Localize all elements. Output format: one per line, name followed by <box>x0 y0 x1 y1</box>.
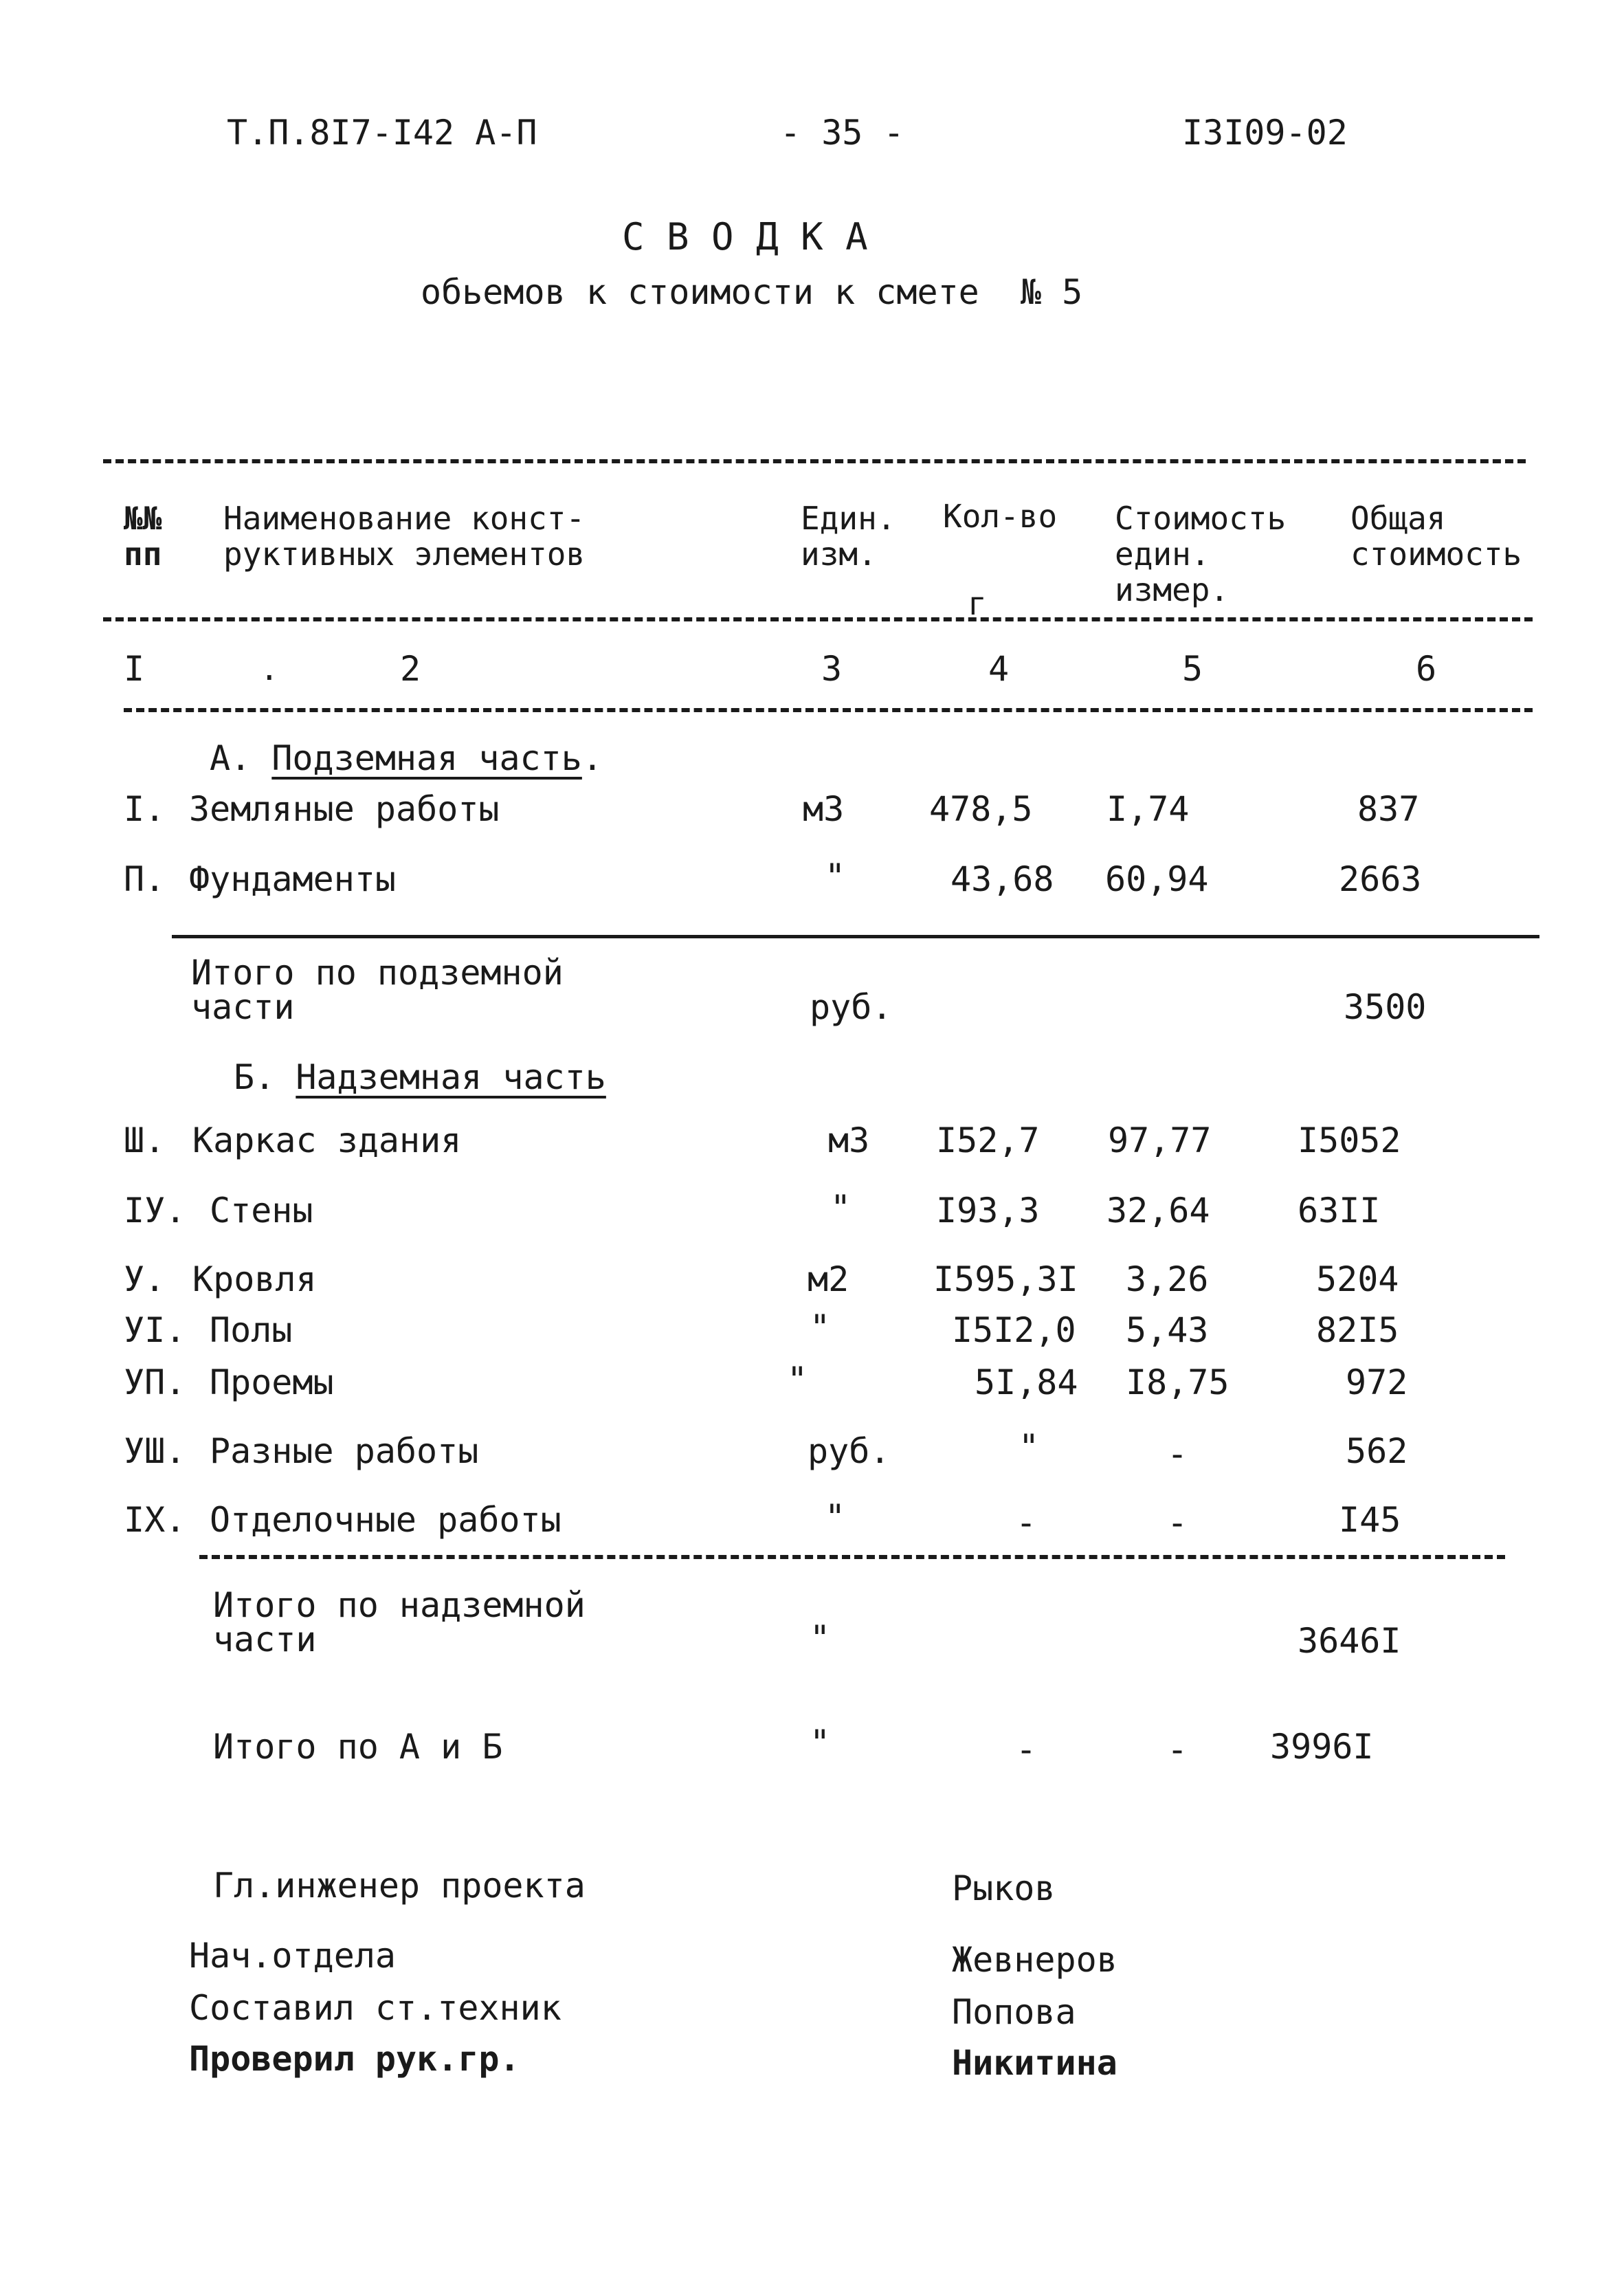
signature-role: Составил ст.техник <box>189 1988 561 2028</box>
signature-name: Рыков <box>952 1868 1056 1908</box>
row-name: Земляные работы <box>189 789 500 829</box>
row-name: Проемы <box>210 1362 334 1402</box>
section-a-heading: А. Подземная часть. <box>210 738 603 778</box>
row-num: IX. <box>124 1500 186 1540</box>
subtotal-unit: " <box>810 1618 831 1658</box>
subtotal-label: Итого по надземной части <box>213 1585 586 1659</box>
row-unit-cost: 5,43 <box>1126 1310 1209 1350</box>
col-header-name: Наименование конст- руктивных элементов <box>223 500 586 573</box>
row-qty: I93,3 <box>936 1191 1040 1230</box>
row-name: Кровля <box>192 1259 317 1299</box>
row-unit-cost: - <box>1167 1503 1188 1543</box>
row-unit-cost: 32,64 <box>1106 1191 1210 1230</box>
row-unit-cost: - <box>1167 1434 1188 1474</box>
row-unit-cost: 97,77 <box>1108 1121 1212 1160</box>
row-name: Отделочные работы <box>210 1500 561 1540</box>
row-total: I45 <box>1339 1500 1401 1540</box>
row-name: Фундаменты <box>189 859 397 899</box>
col-header-qty-sub: г <box>968 585 987 622</box>
col-header-num: №№ пп <box>124 500 162 573</box>
row-qty: 478,5 <box>929 789 1033 829</box>
row-total: 82I5 <box>1316 1310 1399 1350</box>
row-unit-cost: 3,26 <box>1126 1259 1209 1299</box>
project-number: I3I09-02 <box>1182 113 1348 153</box>
grand-total-unit: " <box>810 1723 831 1763</box>
row-num: IУ. <box>124 1191 186 1230</box>
row-qty: I595,3I <box>933 1259 1078 1299</box>
row-total: 5204 <box>1316 1259 1399 1299</box>
document-title: С В О Д К А <box>622 215 868 258</box>
row-total: 972 <box>1346 1362 1408 1402</box>
grand-total-unit-cost: - <box>1167 1730 1188 1769</box>
row-num: Ш. <box>124 1121 166 1160</box>
grand-total-qty: - <box>1016 1730 1037 1769</box>
row-qty: - <box>1016 1503 1037 1543</box>
table-top-rule <box>103 459 1526 463</box>
row-total: I5052 <box>1298 1121 1401 1160</box>
page-number: - 35 - <box>780 113 904 153</box>
row-unit-cost: 60,94 <box>1105 859 1209 899</box>
subtotal-total: 3500 <box>1344 987 1427 1027</box>
row-unit: " <box>830 1188 852 1228</box>
header-rule <box>103 617 1533 621</box>
signature-name: Никитина <box>952 2043 1117 2083</box>
col-header-qty: Кол-во <box>943 498 1058 535</box>
row-unit: " <box>787 1360 808 1400</box>
row-unit: " <box>825 1497 846 1537</box>
row-num: У. <box>124 1259 166 1299</box>
row-unit-cost: I8,75 <box>1126 1362 1230 1402</box>
row-num: УI. <box>124 1310 186 1350</box>
row-name: Стены <box>210 1191 313 1230</box>
col-header-unit-cost: Стоимость един. измер. <box>1115 500 1287 608</box>
subtotal-label: Итого по подземной части <box>191 953 564 1027</box>
col-number-mark: . <box>260 650 279 687</box>
col-number-3: 3 <box>821 649 843 689</box>
row-name: Разные работы <box>210 1431 479 1471</box>
row-name: Каркас здания <box>192 1121 462 1160</box>
row-name: Полы <box>210 1310 293 1350</box>
row-total: 2663 <box>1339 859 1422 899</box>
document-code: Т.П.8I7-I42 А-П <box>227 113 537 153</box>
row-qty: 43,68 <box>950 859 1054 899</box>
col-number-rule <box>124 708 1533 712</box>
row-unit: руб. <box>808 1431 891 1471</box>
signature-name: Жевнеров <box>952 1940 1117 1980</box>
row-unit: " <box>810 1307 831 1347</box>
row-total: 562 <box>1346 1431 1408 1471</box>
row-unit-cost: I,74 <box>1106 789 1190 829</box>
row-num: УШ. <box>124 1431 186 1471</box>
document-subtitle: обьемов к стоимости к смете № 5 <box>421 272 1083 312</box>
grand-total-value: 3996I <box>1270 1727 1374 1767</box>
row-unit: м3 <box>828 1121 870 1160</box>
signature-role: Гл.инженер проекта <box>213 1866 586 1906</box>
section-b-rule <box>199 1555 1505 1559</box>
signature-role: Проверил рук.гр. <box>189 2039 520 2079</box>
signature-role: Нач.отдела <box>189 1936 397 1976</box>
col-number-2: 2 <box>400 649 421 689</box>
subtotal-unit: руб. <box>810 987 893 1027</box>
grand-total-label: Итого по А и Б <box>213 1727 503 1767</box>
row-unit: м2 <box>808 1259 849 1299</box>
row-qty: I5I2,0 <box>952 1310 1076 1350</box>
col-header-unit: Един. изм. <box>801 500 896 573</box>
row-qty: I52,7 <box>936 1121 1040 1160</box>
col-header-total: Общая стоимость <box>1350 500 1522 573</box>
col-number-5: 5 <box>1182 649 1203 689</box>
signature-name: Попова <box>952 1992 1076 2032</box>
col-number-1: I <box>124 649 145 689</box>
col-number-4: 4 <box>988 649 1010 689</box>
row-num: УП. <box>124 1362 186 1402</box>
row-unit: м3 <box>803 789 845 829</box>
row-total: 837 <box>1357 789 1420 829</box>
col-number-6: 6 <box>1416 649 1437 689</box>
row-num: П. <box>124 859 166 899</box>
row-unit: " <box>825 857 846 896</box>
subtotal-rule <box>172 935 1539 938</box>
row-qty: " <box>1019 1427 1040 1467</box>
row-total: 63II <box>1298 1191 1381 1230</box>
row-num: I. <box>124 789 166 829</box>
row-qty: 5I,84 <box>975 1362 1078 1402</box>
section-b-heading: Б. Надземная часть <box>234 1057 606 1097</box>
subtotal-total: 3646I <box>1298 1621 1401 1661</box>
